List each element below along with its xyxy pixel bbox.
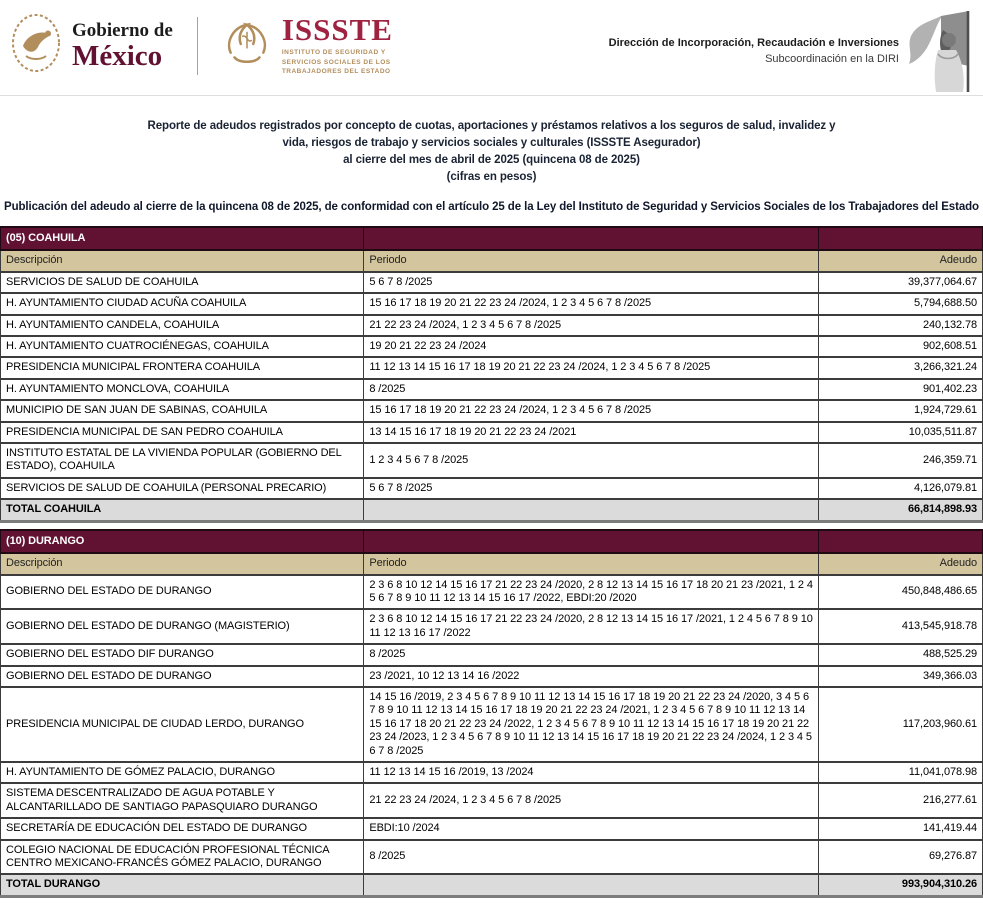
total-spacer	[364, 499, 819, 521]
cell-periodo: 13 14 15 16 17 18 19 20 21 22 23 24 /2021	[364, 422, 819, 443]
cell-periodo: 2 3 6 8 10 12 14 15 16 17 21 22 23 24 /2020, 2 8 12 13 14 15 16 17 /2021, 1 2 4 5 6 7 8 9 10 11 12 13 16 17 /2022	[364, 609, 819, 644]
total-label: TOTAL DURANGO	[1, 874, 364, 896]
column-header-descripcion: Descripción	[1, 250, 364, 271]
table-row	[1, 840, 983, 875]
cell-descripcion: PRESIDENCIA MUNICIPAL FRONTERA COAHUILA	[1, 357, 364, 378]
mexico-label: México	[72, 39, 163, 72]
report-title	[0, 118, 983, 186]
issste-acronym: ISSSTE	[281, 12, 393, 48]
column-header-periodo: Periodo	[364, 553, 819, 574]
table-row	[1, 315, 983, 336]
gobierno-wordmark	[72, 21, 173, 71]
title-line-2: vida, riesgos de trabajo y servicios sociales y culturales (ISSSTE Asegurador)	[282, 137, 701, 149]
table-row	[1, 443, 983, 478]
cell-periodo: 8 /2025	[364, 644, 819, 665]
state-table-0	[0, 226, 983, 523]
cell-descripcion: GOBIERNO DEL ESTADO DE DURANGO	[1, 575, 364, 610]
cell-adeudo: 488,525.29	[818, 644, 982, 665]
cell-descripcion: SECRETARÍA DE EDUCACIÓN DEL ESTADO DE DURANGO	[1, 818, 364, 839]
cell-adeudo: 349,366.03	[818, 666, 982, 687]
cell-periodo: 19 20 21 22 23 24 /2024	[364, 336, 819, 357]
state-header-label: (05) COAHUILA	[1, 227, 364, 250]
table-row	[1, 762, 983, 783]
cell-descripcion: SERVICIOS DE SALUD DE COAHUILA (PERSONAL PRECARIO)	[1, 478, 364, 499]
cell-adeudo: 901,402.23	[818, 379, 982, 400]
column-header-adeudo: Adeudo	[818, 553, 982, 574]
cell-descripcion: INSTITUTO ESTATAL DE LA VIVIENDA POPULAR (GOBIERNO DEL ESTADO), COAHUILA	[1, 443, 364, 478]
cell-adeudo: 117,203,960.61	[818, 687, 982, 762]
table-row	[1, 644, 983, 665]
cell-periodo: 1 2 3 4 5 6 7 8 /2025	[364, 443, 819, 478]
cell-periodo: 15 16 17 18 19 20 21 22 23 24 /2024, 1 2 3 4 5 6 7 8 /2025	[364, 293, 819, 314]
issste-subtitle: INSTITUTO DE SEGURIDAD Y SERVICIOS SOCIALES DE LOS TRABAJADORES DEL ESTADO	[281, 49, 391, 76]
state-table-1	[0, 529, 983, 898]
total-value: 993,904,310.26	[818, 874, 982, 896]
table-row	[1, 379, 983, 400]
brand-divider	[197, 17, 198, 75]
state-tables-container	[0, 226, 983, 898]
total-row	[1, 499, 983, 521]
publication-note: Publicación del adeudo al cierre de la quincena 08 de 2025, de conformidad con el artículo 25 de la Ley del Instituto de Seguridad y Servicios Sociales de los Trabajadores del Estado	[4, 201, 979, 213]
title-line-1: Reporte de adeudos registrados por concepto de cuotas, aportaciones y préstamos relativos a los seguros de salud, invalidez y	[147, 120, 836, 132]
state-header-label: (10) DURANGO	[1, 530, 364, 553]
state-header-spacer	[364, 227, 819, 250]
cell-periodo: 11 12 13 14 15 16 17 18 19 20 21 22 23 24 /2024, 1 2 3 4 5 6 7 8 /2025	[364, 357, 819, 378]
cell-descripcion: COLEGIO NACIONAL DE EDUCACIÓN PROFESIONAL TÉCNICA CENTRO MEXICANO-FRANCÉS GÓMEZ PALACIO, DURANGO	[1, 840, 364, 875]
column-header-adeudo: Adeudo	[818, 250, 982, 271]
cell-adeudo: 69,276.87	[818, 840, 982, 875]
cell-adeudo: 5,794,688.50	[818, 293, 982, 314]
gobierno-de-label: Gobierno de	[72, 19, 173, 41]
page-header	[0, 0, 983, 96]
cell-descripcion: SISTEMA DESCENTRALIZADO DE AGUA POTABLE Y ALCANTARILLADO DE SANTIAGO PAPASQUIARO DURANGO	[1, 783, 364, 818]
mexico-eagle-logo-icon	[10, 12, 62, 79]
cell-periodo: EBDI:10 /2024	[364, 818, 819, 839]
cell-periodo: 2 3 6 8 10 12 14 15 16 17 21 22 23 24 /2020, 2 8 12 13 14 15 16 17 18 20 21 23 /2021, 1 2 4 5 6 7 8 9 10 11 12 13 14 15 16 17 /2022, EBDI:20 /2020	[364, 575, 819, 610]
cell-descripcion: H. AYUNTAMIENTO CIUDAD ACUÑA COAHUILA	[1, 293, 364, 314]
cell-descripcion: GOBIERNO DEL ESTADO DE DURANGO (MAGISTERIO)	[1, 609, 364, 644]
cell-periodo: 11 12 13 14 15 16 /2019, 13 /2024	[364, 762, 819, 783]
table-row	[1, 609, 983, 644]
cell-periodo: 15 16 17 18 19 20 21 22 23 24 /2024, 1 2 3 4 5 6 7 8 /2025	[364, 400, 819, 421]
cell-adeudo: 11,041,078.98	[818, 762, 982, 783]
cell-descripcion: SERVICIOS DE SALUD DE COAHUILA	[1, 272, 364, 293]
cell-descripcion: H. AYUNTAMIENTO CUATROCIÉNEGAS, COAHUILA	[1, 336, 364, 357]
state-header-row	[1, 530, 983, 553]
cell-descripcion: H. AYUNTAMIENTO DE GÓMEZ PALACIO, DURANGO	[1, 762, 364, 783]
cell-adeudo: 10,035,511.87	[818, 422, 982, 443]
column-header-row	[1, 553, 983, 574]
total-row	[1, 874, 983, 896]
state-header-spacer	[818, 530, 982, 553]
total-spacer	[364, 874, 819, 896]
cell-adeudo: 902,608.51	[818, 336, 982, 357]
total-value: 66,814,898.93	[818, 499, 982, 521]
cell-periodo: 8 /2025	[364, 379, 819, 400]
cell-periodo: 21 22 23 24 /2024, 1 2 3 4 5 6 7 8 /2025	[364, 315, 819, 336]
issste-hands-logo-icon	[222, 17, 272, 74]
cell-adeudo: 1,924,729.61	[818, 400, 982, 421]
cell-descripcion: PRESIDENCIA MUNICIPAL DE SAN PEDRO COAHUILA	[1, 422, 364, 443]
state-header-row	[1, 227, 983, 250]
title-line-3: al cierre del mes de abril de 2025 (quincena 08 de 2025)	[343, 154, 640, 166]
state-header-spacer	[364, 530, 819, 553]
issste-brand	[222, 14, 412, 76]
table-row	[1, 422, 983, 443]
table-row	[1, 272, 983, 293]
column-header-periodo: Periodo	[364, 250, 819, 271]
cell-periodo: 8 /2025	[364, 840, 819, 875]
table-row	[1, 336, 983, 357]
column-header-row	[1, 250, 983, 271]
table-row	[1, 687, 983, 762]
table-row	[1, 293, 983, 314]
gobierno-mexico-brand	[10, 12, 412, 79]
cell-descripcion: PRESIDENCIA MUNICIPAL DE CIUDAD LERDO, DURANGO	[1, 687, 364, 762]
cell-descripcion: H. AYUNTAMIENTO MONCLOVA, COAHUILA	[1, 379, 364, 400]
cell-periodo: 5 6 7 8 /2025	[364, 478, 819, 499]
cell-adeudo: 450,848,486.65	[818, 575, 982, 610]
table-row	[1, 357, 983, 378]
table-row	[1, 666, 983, 687]
cell-adeudo: 4,126,079.81	[818, 478, 982, 499]
table-row	[1, 575, 983, 610]
cell-adeudo: 39,377,064.67	[818, 272, 982, 293]
cell-descripcion: GOBIERNO DEL ESTADO DE DURANGO	[1, 666, 364, 687]
direccion-label: Dirección de Incorporación, Recaudación e Inversiones	[608, 37, 899, 49]
cell-periodo: 14 15 16 /2019, 2 3 4 5 6 7 8 9 10 11 12 13 14 15 16 17 18 19 20 21 22 23 24 /2020, 3 4 5 6 7 8 9 10 11 12 13 14 15 16 17 18 19 20 21 22 23 24 /2021, 1 2 3 4 5 6 7 8 9 10 11 12 13 14 15 16 17 18 20 21 22 23 24 /2022, 1 2 3 4 5 6 7 8 9 10 11 12 13 14 15 16 17 18 19 20 21 22 23 24 /2023, 1 2 3 4 5 6 7 8 9 10 11 12 13 14 15 16 17 18 19 20 21 22 23 24 /2024, 1 2 3 4 5 6 7 8 /2025	[364, 687, 819, 762]
cell-adeudo: 246,359.71	[818, 443, 982, 478]
cell-periodo: 23 /2021, 10 12 13 14 16 /2022	[364, 666, 819, 687]
subcoordinacion-label: Subcoordinación en la DIRI	[765, 52, 899, 65]
column-header-descripcion: Descripción	[1, 553, 364, 574]
title-line-4: (cifras en pesos)	[446, 171, 537, 183]
table-row	[1, 478, 983, 499]
cell-adeudo: 413,545,918.78	[818, 609, 982, 644]
cell-descripcion: MUNICIPIO DE SAN JUAN DE SABINAS, COAHUILA	[1, 400, 364, 421]
total-label: TOTAL COAHUILA	[1, 499, 364, 521]
cell-periodo: 21 22 23 24 /2024, 1 2 3 4 5 6 7 8 /2025	[364, 783, 819, 818]
state-header-spacer	[818, 227, 982, 250]
woman-with-flag-illustration	[905, 8, 979, 99]
cell-periodo: 5 6 7 8 /2025	[364, 272, 819, 293]
cell-adeudo: 141,419.44	[818, 818, 982, 839]
cell-adeudo: 216,277.61	[818, 783, 982, 818]
cell-adeudo: 240,132.78	[818, 315, 982, 336]
cell-adeudo: 3,266,321.24	[818, 357, 982, 378]
cell-descripcion: H. AYUNTAMIENTO CANDELA, COAHUILA	[1, 315, 364, 336]
table-row	[1, 783, 983, 818]
table-row	[1, 818, 983, 839]
table-row	[1, 400, 983, 421]
cell-descripcion: GOBIERNO DEL ESTADO DIF DURANGO	[1, 644, 364, 665]
direction-block	[609, 36, 899, 68]
